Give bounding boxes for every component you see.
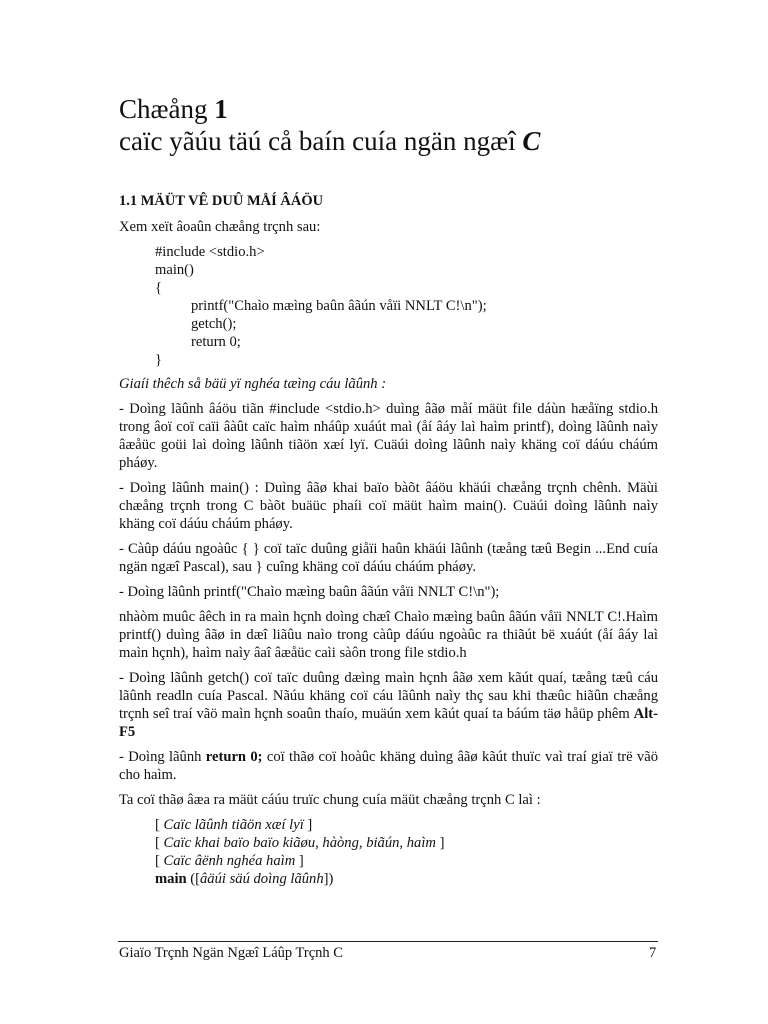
paragraph-text: - Doìng lãûnh getch() coï taïc duûng dæìng maìn hçnh âãø xem kãút quaí, tæång tæû cáu lãûnh readln cuía Pascal. Nãúu khäng coï cáu lãûnh naìy thç sau khi thæûc hiãûn chæång trçnh seî traí vãö maìn hçnh soaûn thaío, muäún xem kãút quaí ta báúm täø håüp phêm	[119, 670, 658, 722]
footer-book-title: Giaïo Trçnh Ngän Ngæî Láûp Trçnh C	[119, 945, 343, 961]
code-line: getch();	[191, 316, 237, 332]
paragraph: - Càûp dáúu ngoàûc { } coï taïc duûng giåïi haûn khäúi lãûnh (tæång tæû Begin ...End cuía ngän ngæî Pascal), sau } cuîng khäng coï dáúu cháúm pháøy.	[119, 541, 658, 575]
structure-line	[155, 852, 658, 870]
bracket: ]	[435, 835, 445, 851]
code-line: {	[155, 280, 163, 296]
paragraph: Ta coï thãø âæa ra mäüt cáúu truïc chung cuía mäüt chæång trçnh C laì :	[119, 792, 541, 808]
page-number: 7	[649, 945, 657, 961]
paragraph: - Doìng lãûnh printf("Chaìo mæìng baûn âãún våïi NNLT C!\n");	[119, 584, 500, 600]
bracket: ]	[295, 853, 304, 869]
structure-item: Caïc lãûnh tiãön xæí lyï	[163, 817, 304, 833]
bracket: ])	[323, 871, 334, 887]
program-structure	[155, 816, 658, 888]
structure-item: Caïc khai baïo baïo kiãøu, hàòng, biãún, haìm	[163, 835, 436, 851]
explain-heading: Giaíi thêch så bäü yï nghéa tæìng cáu lãûnh :	[119, 376, 387, 392]
bracket: ]	[303, 817, 313, 833]
main-keyword: main	[155, 871, 187, 887]
code-line: main()	[155, 262, 194, 278]
structure-line	[155, 816, 658, 834]
code-block	[155, 243, 658, 369]
chapter-title-c: C	[522, 126, 541, 156]
body-text	[119, 218, 658, 888]
structure-item: Caïc âënh nghéa haìm	[163, 853, 296, 869]
chapter-title	[119, 125, 679, 157]
paragraph: nhàòm muûc âêch in ra maìn hçnh doìng chæî Chaìo mæìng baûn âãún våïi NNLT C!.Haìm printf() duìng âãø in dæî liãûu naìo trong càûp dáúu ngoàûc ra thiãút bë xuáút (åí âáy laì maìn hçnh), haìm naìy âaî âæåüc caìi sàôn trong file stdio.h	[119, 609, 658, 661]
paragraph	[119, 748, 658, 784]
chapter-number: 1	[214, 94, 228, 124]
chapter-prefix: Chæång	[119, 94, 215, 124]
chapter-title-text: caïc yãúu täú cå baín cuía ngän ngæî	[119, 126, 523, 156]
code-line: }	[155, 352, 163, 368]
section-heading: 1.1 MÄÜT VÊ DUÛ MÅÍ ÂÁÖU	[119, 193, 324, 209]
bracket: ([	[186, 871, 200, 887]
code-line: #include <stdio.h>	[155, 244, 265, 260]
paragraph	[119, 669, 658, 741]
code-line: return 0;	[191, 334, 241, 350]
structure-line	[155, 870, 658, 888]
structure-item: âäúi säú doìng lãûnh	[200, 871, 324, 887]
paragraph-text: - Doìng lãûnh	[119, 749, 206, 765]
bracket: [	[155, 817, 164, 833]
chapter-heading	[119, 93, 679, 157]
bracket: [	[155, 835, 164, 851]
structure-line	[155, 834, 658, 852]
paragraph-text: coï thãø coï hoàûc khäng duìng âãø kãút thuïc vaì traí giaï trë vãö cho haìm.	[119, 749, 658, 783]
code-keyword: return 0;	[205, 749, 263, 765]
footer-divider	[118, 941, 658, 942]
paragraph: - Doìng lãûnh âáöu tiãn #include <stdio.h> duìng âãø måí mäüt file dáùn hæåïng stdio.h trong âoï coï caïi âàût caïc haìm nháûp xuáút maì (åí âáy laì haìm printf), doìng lãûnh naìy âæåüc goüi laì doìng lãûnh tiãön xæí lyï. Cuäúi doìng lãûnh naìy khäng coï dáúu cháúm pháøy.	[119, 401, 658, 471]
code-line: printf("Chaìo mæìng baûn âãún våïi NNLT C!\n");	[191, 298, 487, 314]
shortcut-key: Alt-F5	[119, 706, 658, 740]
bracket: [	[155, 853, 164, 869]
paragraph: - Doìng lãûnh main() : Duìng âãø khai baïo bàõt âáöu khäúi chæång trçnh chênh. Mäùi chæång trçnh trong C bàõt buäüc phaíi coï mäüt haìm main(). Cuäúi doìng lãûnh naìy khäng coï dáúu cháúm pháøy.	[119, 480, 658, 532]
chapter-label	[119, 93, 679, 125]
intro-paragraph: Xem xeït âoaûn chæång trçnh sau:	[119, 219, 321, 235]
